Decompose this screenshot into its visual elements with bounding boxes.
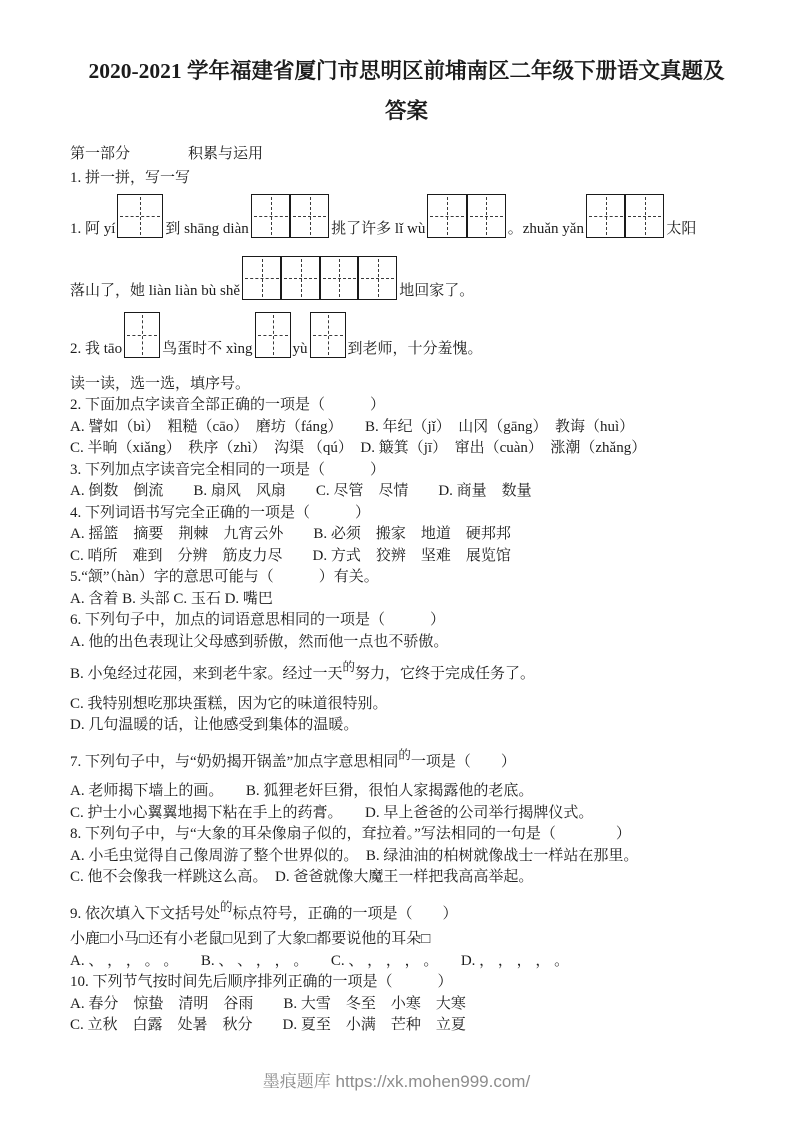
q1-l1-seg3: 挑了许多 lǐ wù — [331, 221, 426, 237]
q2-header: 2. 下面加点字读音全部正确的一项是（ ） — [70, 397, 386, 413]
writing-grid-4 — [586, 194, 664, 238]
q1-l3-seg4: 到老师，十分羞愧。 — [347, 341, 483, 357]
q1-l1-seg4: 。zhuǎn yǎn — [507, 221, 584, 237]
q6-option-b-post: 努力，它终于完成任务了。 — [355, 666, 536, 682]
q7-header-superscript: 的 — [398, 747, 411, 762]
q1-fill-line-3 — [70, 312, 743, 361]
writing-grid-1 — [117, 194, 163, 238]
grid-cell — [255, 312, 291, 358]
q7-header-pre: 7. 下列句子中，与“奶奶揭开锅盖”加点字意思相同 — [70, 753, 399, 770]
q7-header-post: 一项是（ ） — [410, 753, 516, 770]
q1-l3-seg2: 鸟蛋时不 xìng — [162, 341, 253, 357]
q8-options-cd: C. 他不会像我一样跳这么高。 D. 爸爸就像大魔王一样把我高高举起。 — [70, 869, 534, 885]
q4-options-cd: C. 哨所 难到 分辨 筋皮力尽 D. 方式 狡辨 坚难 展览馆 — [70, 547, 511, 564]
q8-header: 8. 下列句子中，与“大象的耳朵像扇子似的，耷拉着。”写法相同的一句是（ ） — [70, 826, 631, 842]
q9-header — [70, 897, 743, 926]
q1-l3-seg3: yù — [292, 341, 308, 357]
q1-l1-seg5: 太阳 — [666, 221, 697, 237]
q1-fill-line-2 — [70, 256, 743, 303]
grid-cell — [586, 194, 626, 238]
q6-option-d: D. 几句温暖的话，让他感受到集体的温暖。 — [70, 717, 359, 733]
document-title-line1: 2020-2021 学年福建省厦门市思明区前埔南区二年级下册语文真题及 — [88, 59, 725, 83]
writing-grid-7 — [255, 312, 291, 358]
grid-cell — [427, 194, 467, 238]
q6-option-c: C. 我特别想吃那块蛋糕，因为它的味道很特别。 — [70, 695, 388, 712]
q6-option-b-pre: B. 小兔经过花园，来到老牛家。经过一天 — [70, 666, 343, 682]
writing-grid-2 — [251, 194, 329, 238]
q5-header: 5.“颔”（hàn）字的意思可能与（ ）有关。 — [70, 569, 379, 585]
q8-options-ab: A. 小毛虫觉得自己像周游了整个世界似的。 B. 绿油油的柏树就像战士一样站在那里。 — [70, 847, 639, 864]
grid-cell — [466, 194, 506, 238]
grid-cell — [289, 194, 329, 238]
q6-option-b-superscript: 的 — [342, 660, 356, 674]
document-title-line2: 答案 — [384, 99, 428, 123]
q7-header — [70, 745, 743, 774]
writing-grid-6 — [124, 312, 160, 358]
grid-cell — [310, 312, 346, 358]
q1-fill-line-1 — [70, 194, 743, 241]
q10-options-cd: C. 立秋 白露 处暑 秋分 D. 夏至 小满 芒种 立夏 — [70, 1017, 466, 1033]
writing-grid-3 — [427, 194, 505, 238]
q9-sentence: 小鹿□小马□还有小老鼠□见到了大象□都要说他的耳朵□ — [70, 931, 431, 947]
q1-l1-seg1: 1. 阿 yí — [70, 221, 116, 237]
q6-option-a: A. 他的出色表现让父母感到骄傲，然而他一点也不骄傲。 — [70, 633, 449, 650]
grid-cell — [280, 256, 320, 300]
q9-header-post: 标点符号，正确的一项是（ ） — [232, 905, 458, 922]
writing-grid-5 — [242, 256, 397, 300]
grid-cell — [251, 194, 291, 238]
q1-l2-seg1: 落山了，她 liàn liàn bù shě — [70, 282, 240, 299]
q9-header-superscript: 的 — [220, 899, 233, 914]
q1-l3-seg1: 2. 我 tāo — [70, 341, 123, 357]
grid-cell — [357, 256, 397, 300]
q5-options: A. 含着 B. 头部 C. 玉石 D. 嘴巴 — [70, 590, 273, 607]
q2-options-cd: C. 半晌（xiǎng） 秩序（zhì） 沟渠 （qú） D. 簸箕（jī） 窜出（cuàn） 涨潮（zhǎng） — [70, 440, 647, 456]
q10-header: 10. 下列节气按时间先后顺序排列正确的一项是（ ） — [70, 974, 453, 990]
q1-l1-seg2: 到 shāng diàn — [165, 221, 249, 237]
part-label: 第一部分 — [70, 146, 131, 162]
section-heading — [70, 144, 743, 166]
q1-l2-seg2: 地回家了。 — [399, 282, 475, 299]
select-instruction: 读一读，选一选，填序号。 — [70, 375, 251, 392]
q7-options-ab: A. 老师揭下墙上的画。 B. 狐狸老奸巨猾，很怕人家揭露他的老底。 — [70, 783, 534, 799]
q2-options-ab: A. 譬如（bì） 粗糙（cāo） 磨坊（fáng） B. 年纪（jǐ） 山冈（gāng） 教诲（huì） — [70, 418, 635, 435]
q7-options-cd: C. 护士小心翼翼地揭下粘在手上的药膏。 D. 早上爸爸的公司举行揭牌仪式。 — [70, 804, 594, 821]
site-watermark-footer: 墨痕题库 https://xk.mohen999.com/ — [262, 1072, 531, 1091]
grid-cell — [319, 256, 359, 300]
q10-options-ab: A. 春分 惊蛰 清明 谷雨 B. 大雪 冬至 小寒 大寒 — [70, 995, 466, 1012]
q3-header: 3. 下列加点字读音完全相同的一项是（ ） — [70, 461, 386, 478]
q9-options: A. 、 ， ， 。 。 B. 、 、 ， ， 。 C. 、 ， ， ， 。 D. ， ， ， ， 。 — [70, 952, 570, 969]
grid-cell — [117, 194, 163, 238]
q4-header: 4. 下列词语书写完全正确的一项是（ ） — [70, 504, 371, 521]
q4-options-ab: A. 摇篮 摘要 荆棘 九宵云外 B. 必须 搬家 地道 硬邦邦 — [70, 526, 511, 542]
writing-grid-8 — [310, 312, 346, 358]
q9-header-pre: 9. 依次填入下文括号处 — [70, 905, 221, 922]
q3-options: A. 倒数 倒流 B. 扇风 风扇 C. 尽管 尽情 D. 商量 数量 — [70, 483, 532, 499]
grid-cell — [124, 312, 160, 358]
grid-cell — [242, 256, 282, 300]
q1-header: 1. 拼一拼，写一写 — [70, 169, 191, 186]
grid-cell — [624, 194, 664, 238]
q6-header: 6. 下列句子中，加点的词语意思相同的一项是（ ） — [70, 612, 446, 628]
part-title: 积累与运用 — [188, 146, 264, 162]
q6-option-b — [70, 657, 743, 686]
